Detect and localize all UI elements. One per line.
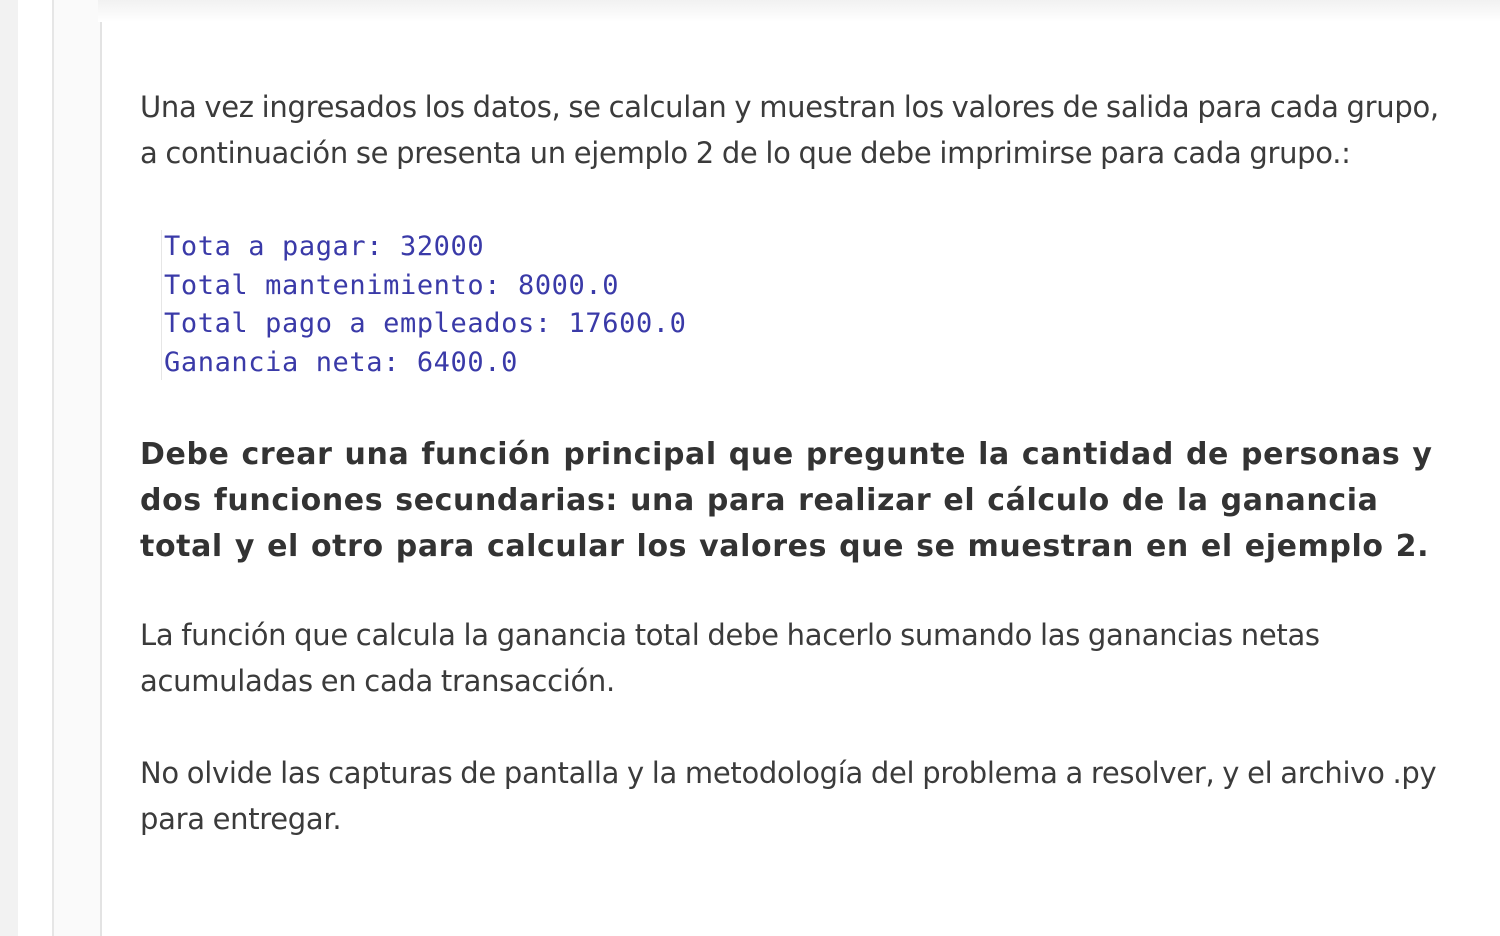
total-function-paragraph: La función que calcula la ganancia total debe hacerlo sumando las ganancias netas acumuladas en cada transacción.	[140, 618, 1320, 698]
left-gutter	[0, 0, 18, 936]
reminder-paragraph: No olvide las capturas de pantalla y la metodología del problema a resolver, y el archivo .py para entregar.	[140, 756, 1437, 836]
intro-paragraph: Una vez ingresados los datos, se calculan y muestran los valores de salida para cada grupo, a continuación se presenta un ejemplo 2 de lo que debe imprimirse para cada grupo.:	[140, 90, 1439, 170]
code-line-total-pagar: Tota a pagar: 32000	[164, 231, 485, 262]
code-line-pago-empleados: Total pago a empleados: 17600.0	[164, 308, 687, 339]
left-rail	[52, 0, 102, 936]
bold-instruction-paragraph: Debe crear una función principal que pregunte la cantidad de personas y dos funciones secundarias: una para realizar el cálculo de la ganancia total y el otro para calcular los valores que se muestran en el ejemplo 2.	[140, 437, 1433, 564]
top-shadow	[98, 0, 1500, 22]
code-line-ganancia-neta: Ganancia neta: 6400.0	[164, 346, 518, 378]
document-content	[140, 84, 1460, 842]
code-output-example	[164, 228, 1460, 382]
code-line-mantenimiento: Total mantenimiento: 8000.0	[164, 269, 620, 301]
